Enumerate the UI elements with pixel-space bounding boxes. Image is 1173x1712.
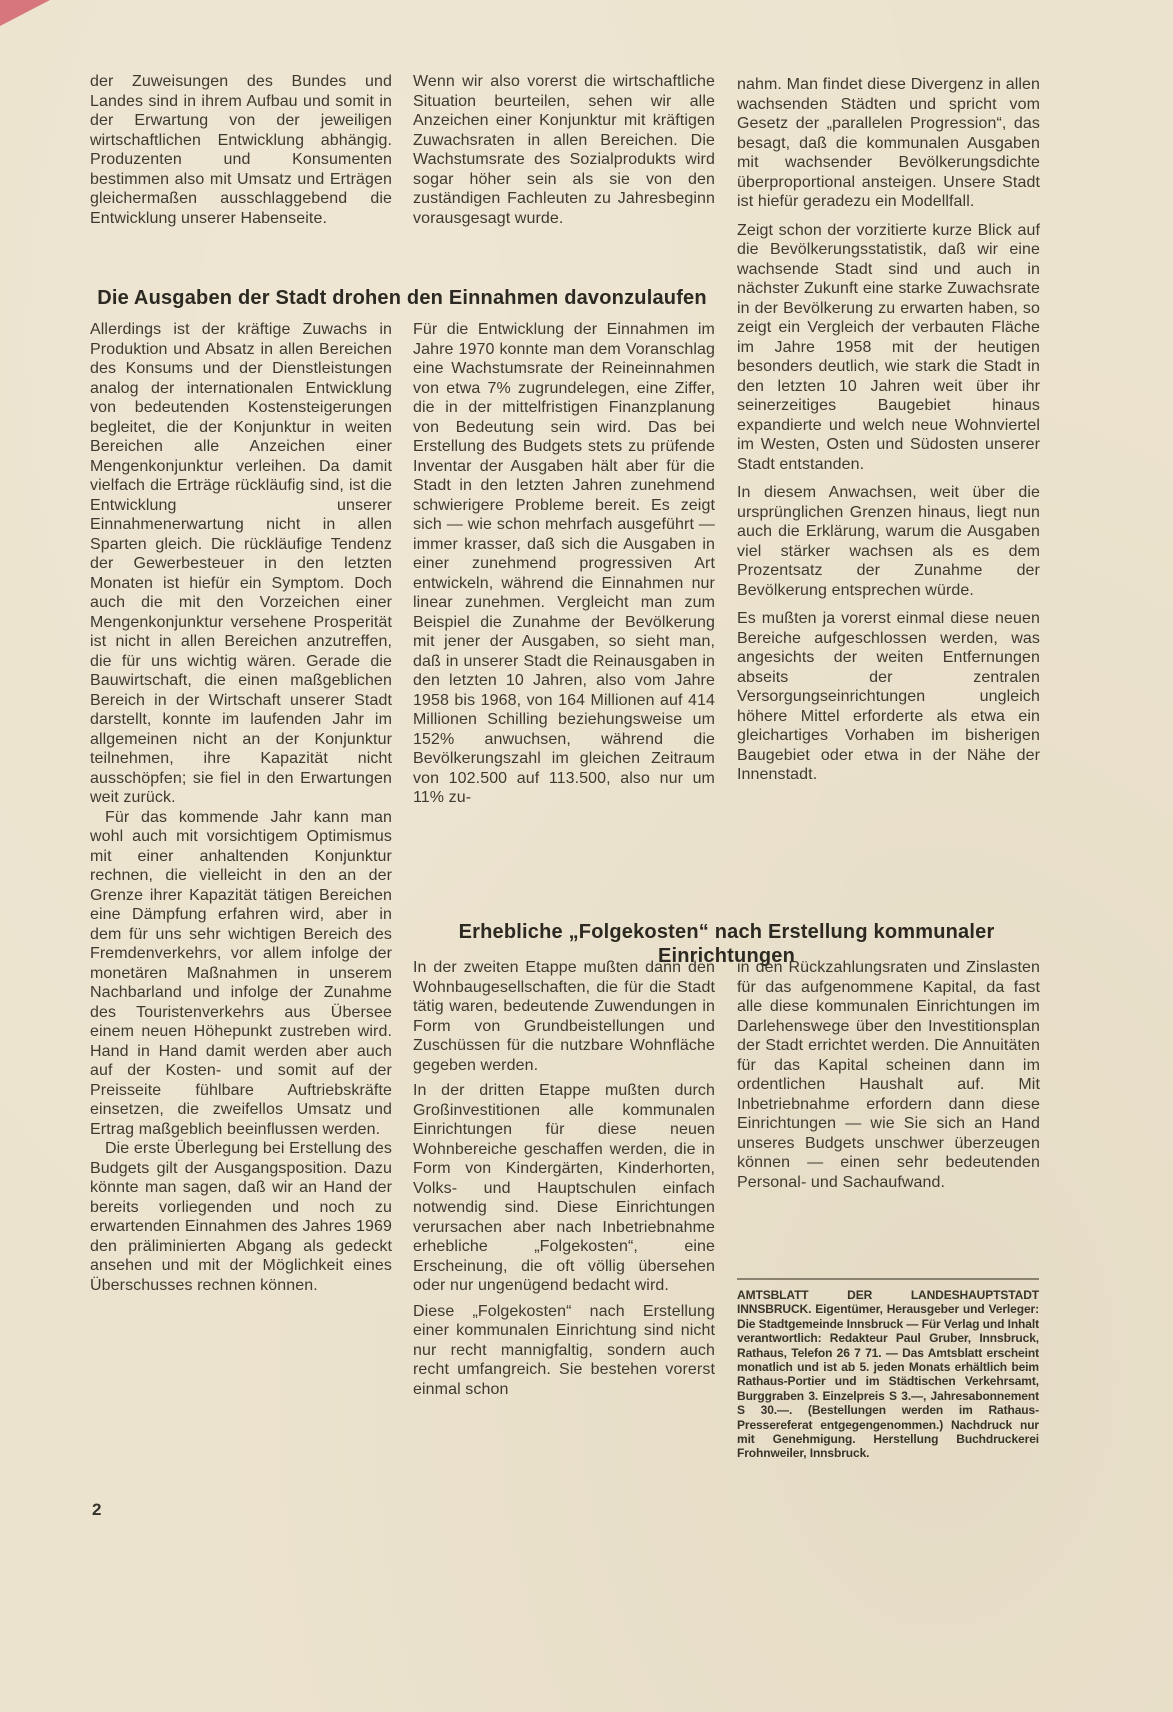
column-3-lower (737, 958, 1040, 1192)
scan-corner-mark (0, 0, 50, 26)
paragraph: in den Rückzahlungsraten und Zinslasten für das aufgenommene Kapital, da fast alle diese kommunalen Einrichtungen im Darlehenswege über den Investitionsplan der Stadt errichtet werden. Die Annuitäten für das Kapital scheinen dann im ordentlichen Haushalt auf. Mit Inbetriebnahme erfordern dann diese Einrichtungen — wie Sie sich an Hand unseres Budgets unschwer überzeugen können — einen sehr bedeutenden Personal- und Sachaufwand. (737, 959, 1040, 1191)
paragraph: Wenn wir also vorerst die wirtschaftliche Situation beurteilen, sehen wir alle Anzeichen einer Konjunktur mit kräftigen Zuwachsraten in allen Bereichen. Die Wachstumsrate des Sozialprodukts wird sogar höher sein als sie von den zuständigen Fachleuten zu Jahresbeginn vorausgesagt wurde. (413, 73, 715, 227)
imprint-text: AMTSBLATT DER LANDESHAUPTSTADT INNSBRUCK. Eigentümer, Herausgeber und Verleger: Die Stadtgemeinde Innsbruck — Für Verlag und Inhalt verantwortlich: Redakteur Paul Gruber, Innsbruck, Rathaus, Telefon 26 7 71. — Das Amtsblatt erscheint monatlich und ist ab 5. jeden Monats erhältlich beim Rathaus-Portier und im Städtischen Verkehrsamt, Burggraben 3. Einzelpreis S 3.—, Jahresabonnement S 30.—. (Bestellungen werden im Rathaus-Pressereferat entgegengenommen.) Nachdruck nur mit Genehmigung. Herstellung Buchdruckerei Frohnweiler, Innsbruck. (737, 1288, 1039, 1461)
column-2-lower (413, 958, 715, 1399)
paragraph: Allerdings ist der kräftige Zuwachs in Produktion und Absatz in allen Bereichen des Konsums und der Dienstleistungen analog der internationalen Entwicklung von bedeutenden Kostensteigerungen begleitet, die der Konjunktur in weiten Bereichen alle Anzeichen einer Mengenkonjunktur verleihen. Da damit vielfach die Erträge rückläufig sind, ist die Entwicklung unserer Einnahmenerwartung nicht in allen Sparten gleich. Die rückläufige Tendenz der Gewerbesteuer in den letzten Monaten ist hiefür ein Symptom. Doch auch die mit den Vorzeichen einer Mengenkonjunktur versehene Prosperität ist nicht in allen Bereichen anzutreffen, die für uns wichtig wären. Gerade die Bauwirtschaft, die einen maßgeblichen Bereich in der Wirtschaft unserer Stadt darstellt, konnte im laufenden Jahr im allgemeinen nicht an der Konjunktur teilnehmen, ihre Kapazität nicht ausschöpfen; sie fiel in den Erwartungen weit zurück. (90, 321, 392, 806)
column-1-top (90, 72, 392, 228)
section-headline-2: Erhebliche „Folgekosten“ nach Erstellung kommunaler Einrichtungen (458, 921, 995, 967)
paragraph: Die erste Überlegung bei Erstellung des Budgets gilt der Ausgangsposition. Dazu könnte man sagen, daß wir an Hand der bereits vorliegenden und noch zu erwartenden Einnahmen des Jahres 1969 den präliminierten Abgang als gedeckt ansehen und mit der Möglichkeit eines Überschusses rechnen können. (90, 1140, 392, 1294)
paragraph: nahm. Man findet diese Divergenz in allen wachsenden Städten und spricht vom Gesetz der „parallelen Progression“, das besagt, daß die kommunalen Ausgaben mit wachsender Bevölkerungsdichte überproportional ansteigen. Unsere Stadt ist hiefür geradezu ein Modellfall. (737, 76, 1040, 210)
paragraph: In der zweiten Etappe mußten dann den Wohnbaugesellschaften, die für die Stadt tätig waren, bedeutende Zuwendungen in Form von Grundbeistellungen und Zuschüssen für die nutzbare Wohnfläche gegeben werden. (413, 959, 715, 1074)
paragraph: Es mußten ja vorerst einmal diese neuen Bereiche aufgeschlossen werden, was angesichts der weiten Entfernungen abseits der zentralen Versorgungseinrichtungen ungleich höhere Mittel erforderte als etwa ein gleichartiges Vorhaben im bisherigen Baugebiet oder etwa in der Nähe der Innenstadt. (737, 610, 1040, 783)
paragraph: Zeigt schon der vorzitierte kurze Blick auf die Bevölkerungsstatistik, daß wir eine wachsende Stadt sind und auch in nächster Zukunft eine starke Zuwachsrate in der Bevölkerung zu erwarten haben, so zeigt ein Vergleich der verbauten Fläche im Jahre 1958 mit der heutigen besonders deutlich, wie stark die Stadt in den letzten 10 Jahren weit über ihr seinerzeitiges Baugebiet hinaus expandierte und welch neue Wohnviertel im Westen, Osten und Südosten unserer Stadt entstanden. (737, 221, 1040, 473)
paragraph: Diese „Folgekosten“ nach Erstellung einer kommunalen Einrichtung sind nicht nur recht mannigfaltig, sondern auch recht umfangreich. Sie bestehen vorerst einmal schon (413, 1302, 715, 1398)
column-2-top (413, 72, 715, 228)
imprint-block (737, 1288, 1039, 1461)
section-headline-1: Die Ausgaben der Stadt drohen den Einnahmen davonzulaufen (97, 287, 707, 309)
imprint-divider (737, 1278, 1039, 1280)
paragraph: Für die Entwicklung der Einnahmen im Jahre 1970 konnte man dem Voranschlag eine Wachstumsrate der Reineinnahmen von etwa 7% zugrundelegen, eine Ziffer, die in der mittelfristigen Finanzplanung von Bedeutung sein wird. Das bei Erstellung des Budgets stets zu prüfende Inventar der Ausgaben hält aber für die Stadt in den letzten Jahren zunehmend schwierigere Probleme bereit. Es zeigt sich — wie schon mehrfach ausgeführt — immer krasser, daß sich die Ausgaben in einer zunehmend progressiven Art entwickeln, während die Einnahmen nur linear zunehmen. Vergleicht man zum Beispiel die Zunahme der Bevölkerung mit jener der Ausgaben, so sieht man, daß in unserer Stadt die Reinausgaben in den letzten 10 Jahren, also vom Jahre 1958 bis 1968, von 164 Millionen auf 414 Millionen Schilling beziehungsweise um 152% anwuchsen, während die Bevölkerungszahl im gleichen Zeitraum von 102.500 auf 113.500, also nur um 11% zu- (413, 321, 715, 806)
paragraph: Für das kommende Jahr kann man wohl auch mit vorsichtigem Optimismus mit einer anhaltenden Konjunktur rechnen, die vielleicht in den an der Grenze ihrer Kapazität tätigen Bereichen eine Dämpfung erfahren wird, aber in dem für uns sehr wichtigen Bereich des Fremdenverkehrs, vor allem infolge der monetären Maßnahmen in unserem Nachbarland und infolge der Zunahme des Touristenverkehrs aus Übersee einem neuen Höhepunkt zustreben wird. Hand in Hand damit werden aber auch auf der Kosten- und somit auf der Preisseite fühlbare Auftriebskräfte einsetzen, die zweifellos Umsatz und Ertrag maßgeblich beeinflussen werden. (90, 808, 392, 1138)
page-number: 2 (92, 1500, 102, 1519)
column-1-main (90, 320, 392, 1295)
paragraph: der Zuweisungen des Bundes und Landes sind in ihrem Aufbau und somit in der Erwartung von der jeweiligen wirtschaftlichen Entwicklung abhängig. Produzenten und Konsumenten bestimmen also mit Umsatz und Erträgen gleichermaßen ausschlaggebend die Entwicklung unserer Habenseite. (90, 73, 392, 227)
paragraph: In diesem Anwachsen, weit über die ursprünglichen Grenzen hinaus, liegt nun auch die Erklärung, warum die Ausgaben viel stärker wachsen als es dem Prozentsatz der Zunahme der Bevölkerung entsprechen würde. (737, 484, 1040, 599)
column-3-top (737, 75, 1040, 785)
paragraph: In der dritten Etappe mußten durch Großinvestitionen alle kommunalen Einrichtungen für diese neuen Wohnbereiche geschaffen werden, die in Form von Kindergärten, Kinderhorten, Volks- und Hauptschulen einfach notwendig sind. Diese Einrichtungen verursachen aber nach Inbetriebnahme erhebliche „Folgekosten“, eine Erscheinung, die oft völlig übersehen oder nur ungenügend bedacht wird. (413, 1082, 715, 1294)
column-2-main (413, 320, 715, 808)
